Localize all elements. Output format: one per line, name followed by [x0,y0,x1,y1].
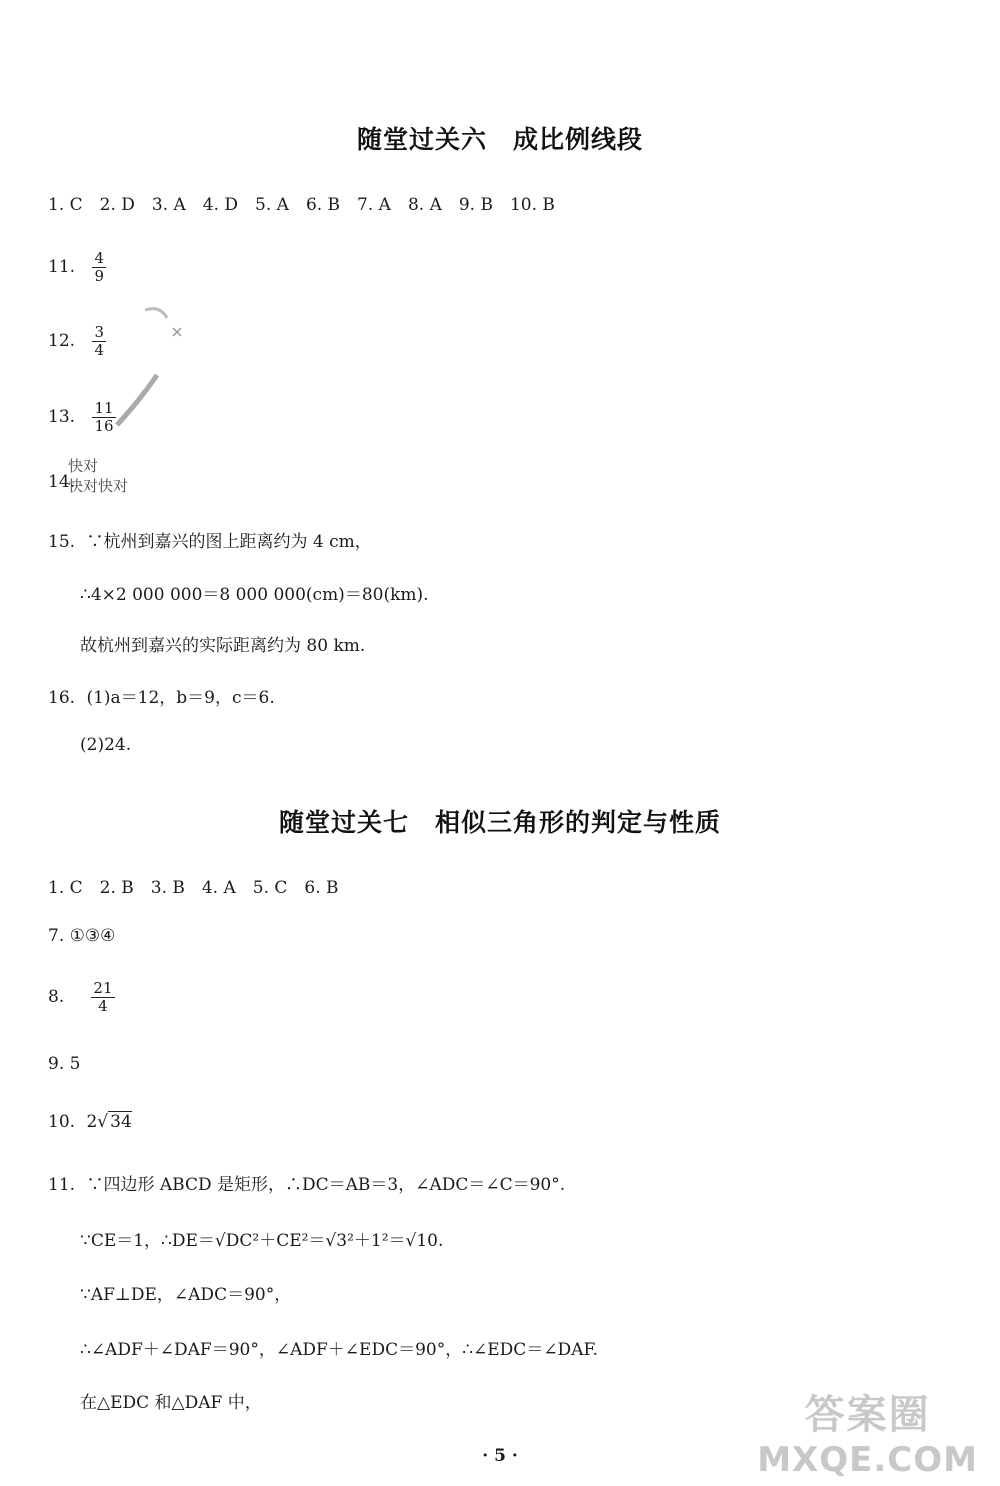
numerator: 4 [94,249,104,267]
q-number: 15. [48,532,76,552]
numerator: 21 [93,979,113,997]
q-number: 13. [48,407,76,427]
ink-smudge [95,300,205,445]
q-number: 10. [48,1112,76,1132]
q11-line1: ∵四边形 ABCD 是矩形，∴DC＝AB＝3，∠ADC＝∠C＝90°. [86,1175,566,1195]
denominator: 16 [94,417,114,435]
coefficient: 2 [86,1112,98,1132]
s6-q16 [48,683,275,708]
page-number: · 5 · [482,1446,518,1466]
q-number: 16. [48,688,76,708]
radicand: 34 [110,1112,132,1132]
q15-line1: ∵杭州到嘉兴的图上距离约为 4 cm， [86,532,372,552]
numerator: 11 [94,399,114,417]
denominator: 9 [94,267,104,285]
fraction [92,250,106,285]
q11-line5: 在△EDC 和△DAF 中， [80,1393,262,1413]
section6-title: 随堂过关六 成比例线段 [356,125,643,154]
q-number: 11. [48,257,76,277]
q16-line2: (2)24. [80,735,132,755]
sqrt-sign: √ [97,1112,109,1132]
s7-q10 [48,1112,132,1132]
q16-line1: (1)a＝12，b＝9，c＝6. [86,688,275,708]
s7-q9: 9. 5 [48,1054,81,1074]
q11-line2: ∵CE＝1，∴DE＝√DC²＋CE²＝√3²＋1²＝√10. [80,1231,444,1251]
numerator: 3 [94,323,104,341]
s6-q11 [48,250,106,285]
denominator: 4 [94,341,104,359]
section6-multiple-choice: 1. C 2. D 3. A 4. D 5. A 6. B 7. A 8. A 9. B 10. B [48,195,555,215]
q-number: 8. [48,987,65,1007]
q15-line2: ∴4×2 000 000＝8 000 000(cm)＝80(km). [80,585,429,605]
fraction [91,980,114,1015]
denominator: 4 [98,997,108,1015]
site-watermark: 答案圈 MXQE.COM [757,1392,978,1480]
q15-line3: 故杭州到嘉兴的实际距离约为 80 km. [80,636,366,656]
s7-q11 [48,1170,565,1195]
q11-line3: ∵AF⊥DE，∠ADC＝90°， [80,1285,292,1305]
s7-q7: 7. ①③④ [48,926,116,946]
q11-line4: ∴∠ADF＋∠DAF＝90°，∠ADF＋∠EDC＝90°，∴∠EDC＝∠DAF. [80,1340,599,1360]
s6-q15 [48,527,372,552]
section7-multiple-choice: 1. C 2. B 3. B 4. A 5. C 6. B [48,878,339,898]
q-number: 12. [48,331,76,351]
s7-q8 [48,980,115,1015]
q-number: 14. [48,472,76,492]
faded-watermark: 快对 快对快对 [68,457,129,495]
section7-title: 随堂过关七 相似三角形的判定与性质 [278,808,721,837]
q-number: 11. [48,1175,76,1195]
